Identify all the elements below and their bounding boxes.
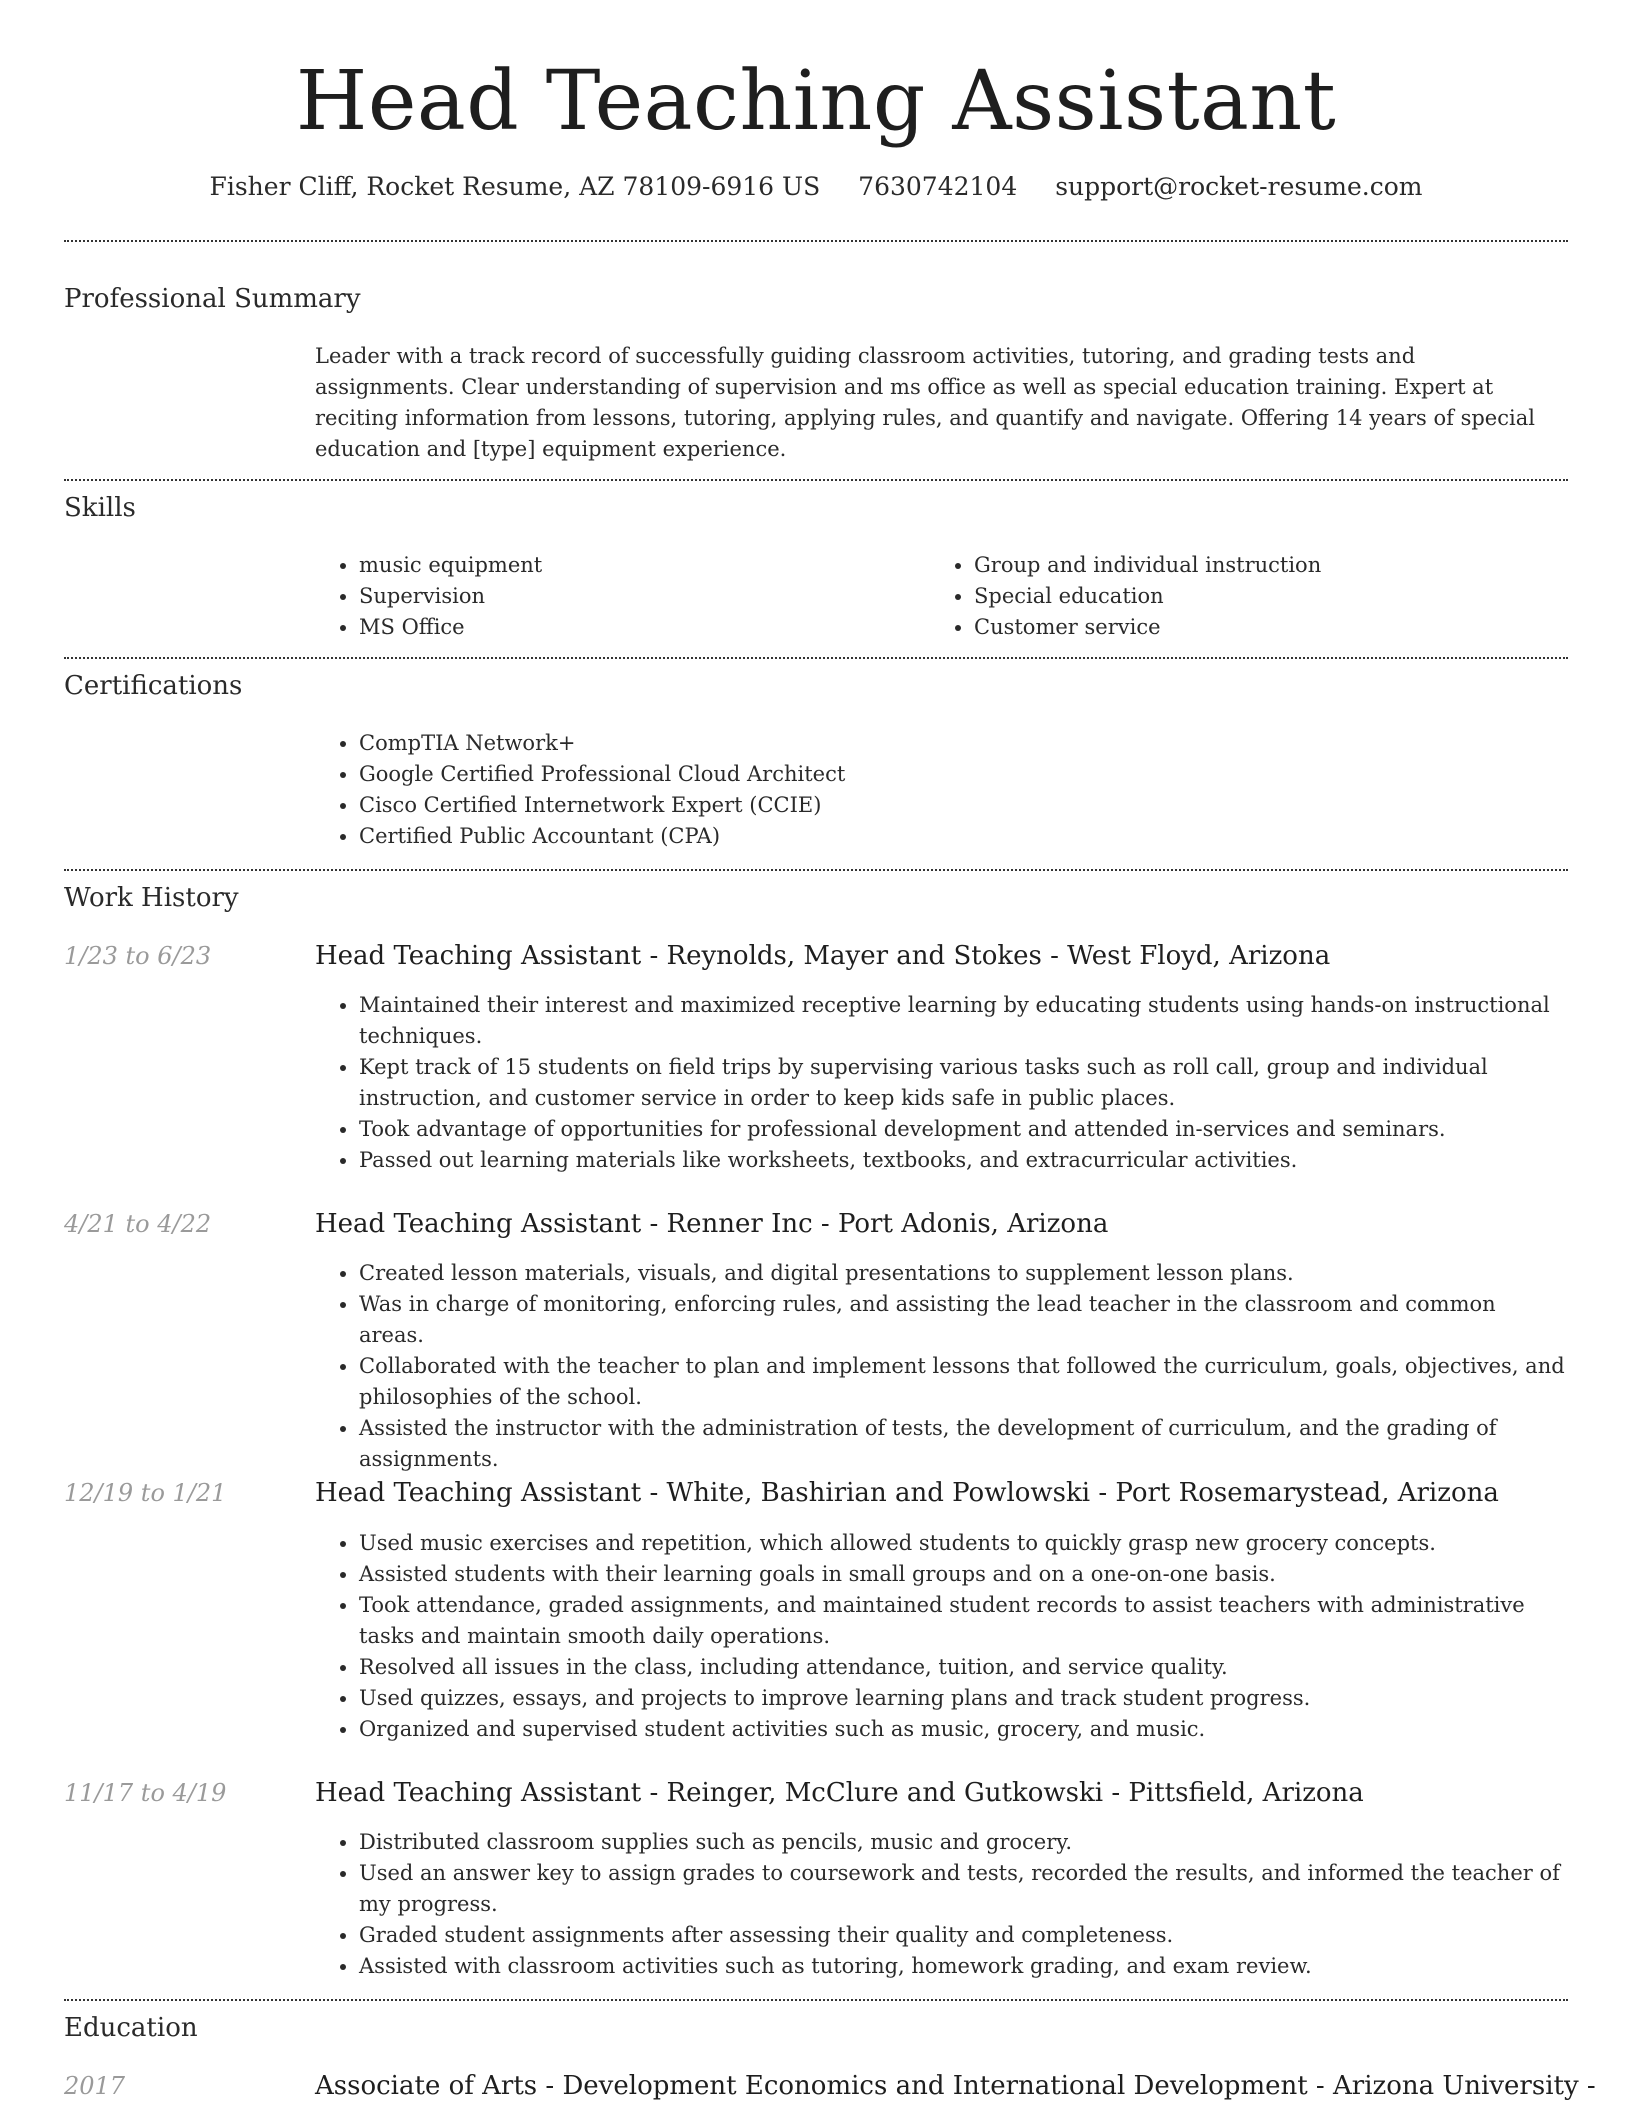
job-bullet: • Assisted with classroom activities such as tutoring, homework grading, and exam review. [359, 1951, 1565, 1982]
job-dates: 1/23 to 6/23 [64, 942, 212, 970]
skills-list-right [930, 550, 1560, 643]
job-bullet: • Organized and supervised student activities such as music, grocery, and music. [359, 1714, 1565, 1745]
skill-item: • MS Office [359, 612, 915, 643]
skills-list-left [315, 550, 915, 643]
job-bullet: • Took advantage of opportunities for professional development and attended in-services and seminars. [359, 1114, 1565, 1145]
job-bullet: • Used music exercises and repetition, which allowed students to quickly grasp new grocery concepts. [359, 1528, 1565, 1559]
section-title-work-history: Work History [64, 883, 239, 913]
job-bullet: • Resolved all issues in the class, including attendance, tuition, and service quality. [359, 1652, 1565, 1683]
certification-item: • Google Certified Professional Cloud Architect [359, 759, 1560, 790]
job-heading: Head Teaching Assistant - Reynolds, Mayer and Stokes - West Floyd, Arizona [315, 941, 1331, 971]
job-bullet: • Assisted the instructor with the administration of tests, the development of curriculum, and the grading of assignments. [359, 1413, 1565, 1475]
job-bullet: • Distributed classroom supplies such as pencils, music and grocery. [359, 1827, 1565, 1858]
certification-item: • Cisco Certified Internetwork Expert (CCIE) [359, 790, 1560, 821]
job-bullets [315, 990, 1565, 1176]
job-bullet: • Collaborated with the teacher to plan and implement lessons that followed the curriculum, goals, objectives, and philosophies of the school. [359, 1351, 1565, 1413]
divider [64, 869, 1568, 871]
certifications-list [315, 728, 1560, 852]
contact-phone: 7630742104 [858, 172, 1018, 201]
certification-item: • Certified Public Accountant (CPA) [359, 821, 1560, 852]
resume-title: Head Teaching Assistant [295, 54, 1337, 149]
job-heading: Head Teaching Assistant - Reinger, McClure and Gutkowski - Pittsfield, Arizona [315, 1778, 1364, 1808]
certifications-block [315, 728, 1560, 852]
section-title-summary: Professional Summary [64, 284, 361, 314]
summary-text: Leader with a track record of successfully guiding classroom activities, tutoring, and grading tests and assignments. Clear understanding of supervision and ms office as well as special education training. Expert at reciting information from lessons, tutoring, applying rules, and quantify and navigate. Offering 14 years of special education and [type] equipment experience. [315, 344, 1535, 461]
skill-item: • Group and individual instruction [974, 550, 1560, 581]
certification-item: • CompTIA Network+ [359, 728, 1560, 759]
job-dates: 4/21 to 4/22 [64, 1210, 212, 1238]
contact-line [0, 170, 1632, 204]
job-bullet: • Passed out learning materials like worksheets, textbooks, and extracurricular activities. [359, 1145, 1565, 1176]
job-heading: Head Teaching Assistant - Renner Inc - Port Adonis, Arizona [315, 1209, 1109, 1239]
education-year: 2017 [64, 2072, 126, 2100]
job-bullets [315, 1258, 1565, 1475]
job-bullet: • Assisted students with their learning goals in small groups and on a one-on-one basis. [359, 1559, 1565, 1590]
divider [64, 479, 1568, 481]
job-bullet: • Graded student assignments after assessing their quality and completeness. [359, 1920, 1565, 1951]
contact-email: support@rocket-resume.com [1055, 172, 1423, 201]
skill-item: • Special education [974, 581, 1560, 612]
skills-column-right [930, 550, 1560, 643]
divider [64, 1999, 1568, 2001]
job-bullet: • Took attendance, graded assignments, and maintained student records to assist teachers with administrative tasks and maintain smooth daily operations. [359, 1590, 1565, 1652]
job-bullets [315, 1827, 1565, 1982]
skills-column-left [315, 550, 915, 643]
job-bullet: • Created lesson materials, visuals, and digital presentations to supplement lesson plans. [359, 1258, 1565, 1289]
skill-item: • Customer service [974, 612, 1560, 643]
job-bullet: • Used quizzes, essays, and projects to improve learning plans and track student progress. [359, 1683, 1565, 1714]
job-dates: 11/17 to 4/19 [64, 1779, 227, 1807]
divider [64, 657, 1568, 659]
divider [64, 240, 1568, 242]
education-heading: Associate of Arts - Development Economics and International Development - Arizona University - [315, 2071, 1596, 2101]
job-bullet: • Used an answer key to assign grades to coursework and tests, recorded the results, and informed the teacher of my progress. [359, 1858, 1565, 1920]
job-dates: 12/19 to 1/21 [64, 1479, 227, 1507]
job-bullet: • Was in charge of monitoring, enforcing rules, and assisting the lead teacher in the classroom and common areas. [359, 1289, 1565, 1351]
section-title-certifications: Certifications [64, 671, 243, 701]
section-title-education: Education [64, 2013, 198, 2043]
job-bullet: • Maintained their interest and maximized receptive learning by educating students using hands-on instructional techniques. [359, 990, 1565, 1052]
skill-item: • Supervision [359, 581, 915, 612]
job-bullet: • Kept track of 15 students on field trips by supervising various tasks such as roll call, group and individual instruction, and customer service in order to keep kids safe in public places. [359, 1052, 1565, 1114]
section-title-skills: Skills [64, 493, 136, 523]
job-bullets [315, 1528, 1565, 1745]
job-heading: Head Teaching Assistant - White, Bashirian and Powlowski - Port Rosemarystead, Arizona [315, 1478, 1499, 1508]
contact-address: Fisher Cliff, Rocket Resume, AZ 78109-6916 US [209, 172, 821, 201]
skill-item: • music equipment [359, 550, 915, 581]
